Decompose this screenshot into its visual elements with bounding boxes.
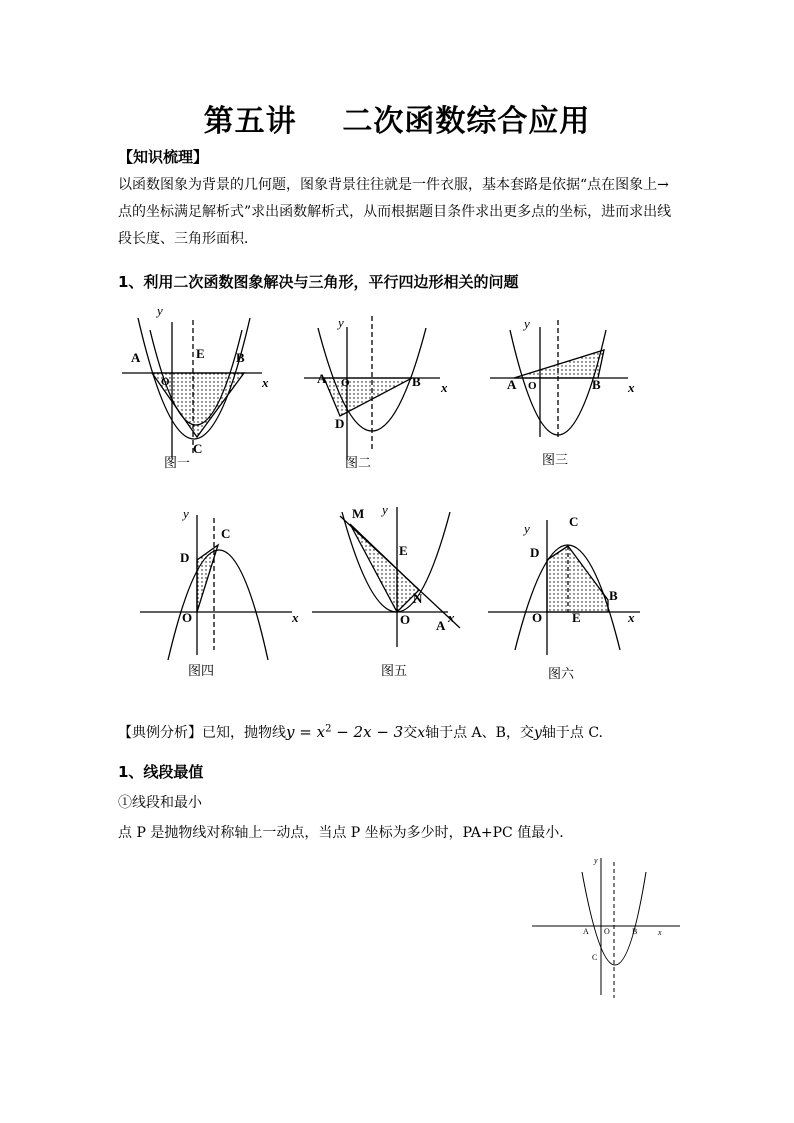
fig6-caption: 图六 [548,666,575,681]
section1-heading: 1、利用二次函数图象解决与三角形，平行四边形相关的问题 [118,273,519,291]
fig4-caption: 图四 [188,663,215,678]
fig7-A-label: A [583,927,589,936]
page-title: 第五讲 二次函数综合应用 [203,104,591,139]
fig7-O-label: O [604,927,610,936]
fig1-O-label: O [161,376,170,388]
fig6-x-label: x [628,610,635,625]
example-eq-sup: 2 [325,723,332,735]
fig1-y-label: y [157,303,163,318]
fig2-B-label: B [412,374,421,389]
fig5-M-label: M [352,506,365,521]
fig6-E-label: E [572,610,581,625]
fig1-B-label: B [236,350,245,365]
fig2-triangle [324,378,412,416]
fig5-x-label: x [448,610,455,625]
fig3-B-label: B [592,377,601,392]
fig2-caption: 图二 [345,455,372,470]
fig6-y-label: y [524,521,530,536]
fig1-E-label: E [196,346,205,361]
figure-4 [140,515,292,660]
fig5-O-label: O [400,612,411,627]
fig3-A-label: A [507,377,517,392]
fig4-D-label: D [180,550,190,565]
fig2-O-label: O [341,377,350,389]
example-label: 【典例分析】 [118,725,202,741]
fig5-N-label: N [413,591,423,606]
fig2-D-label: D [335,416,345,431]
fig1-A-label: A [131,350,141,365]
example-text-2: 交 [403,725,418,741]
figure-1 [122,318,262,458]
fig6-O-label: O [532,610,543,625]
fig7-C-label: C [592,953,598,962]
fig7-B-label: B [632,927,638,936]
knowledge-heading: 【知识梳理】 [118,148,209,166]
fig3-O-label: O [528,380,537,392]
fig5-E-label: E [399,543,408,558]
fig6-D-label: D [530,545,540,560]
example-text-4: 轴于点 C. [541,725,604,741]
fig3-y-label: y [524,316,530,331]
fig1-C-label: C [193,441,203,456]
example-text-1: 已知，抛物线 [202,725,286,741]
fig5-A-label: A [436,618,446,633]
fig2-A-label: A [317,371,327,386]
fig6-quadrilateral [547,546,608,612]
fig2-x-label: x [441,380,448,395]
example-y-var: y [533,725,542,741]
fig4-x-label: x [292,610,299,625]
fig3-caption: 图三 [542,452,569,467]
fig4-parabola [168,550,268,660]
fig7-y-label: y [594,856,598,865]
fig6-C-label: C [569,514,579,529]
problem-text: 点 P 是抛物线对称轴上一动点，当点 P 坐标为多少时，PA+PC 值最小. [118,825,564,841]
fig3-x-label: x [628,380,635,395]
fig5-y-label: y [382,502,388,517]
fig1-caption: 图一 [164,455,191,470]
example-eq: = x [294,723,326,741]
example-x-var: x [417,725,426,741]
example-line [118,722,603,742]
fig7-x-label: x [658,928,662,937]
example-text-3: 轴于点 A、B，交 [425,725,534,741]
example-eq-y: y [286,723,295,741]
fig4-y-label: y [183,506,189,521]
subsection-heading: ①线段和最小 [118,795,202,811]
fig1-x-label: x [262,375,269,390]
example-eq-2: − 2x − 3 [331,723,404,741]
fig4-C-label: C [221,526,231,541]
fig4-O-label: O [182,610,193,625]
fig3-triangle [514,350,604,378]
fig2-y-label: y [338,315,344,330]
knowledge-paragraph: 以函数图象为背景的几何题，图象背景往往就是一件衣服，基本套路是依据“点在图象上→点的坐标满足解析式”求出函数解析式，从而根据题目条件求出更多点的坐标，进而求出线段长度、三角形面积． [118,177,672,247]
fig5-caption: 图五 [381,663,408,678]
section-segment-heading: 1、线段最值 [118,763,204,781]
fig6-B-label: B [609,588,618,603]
